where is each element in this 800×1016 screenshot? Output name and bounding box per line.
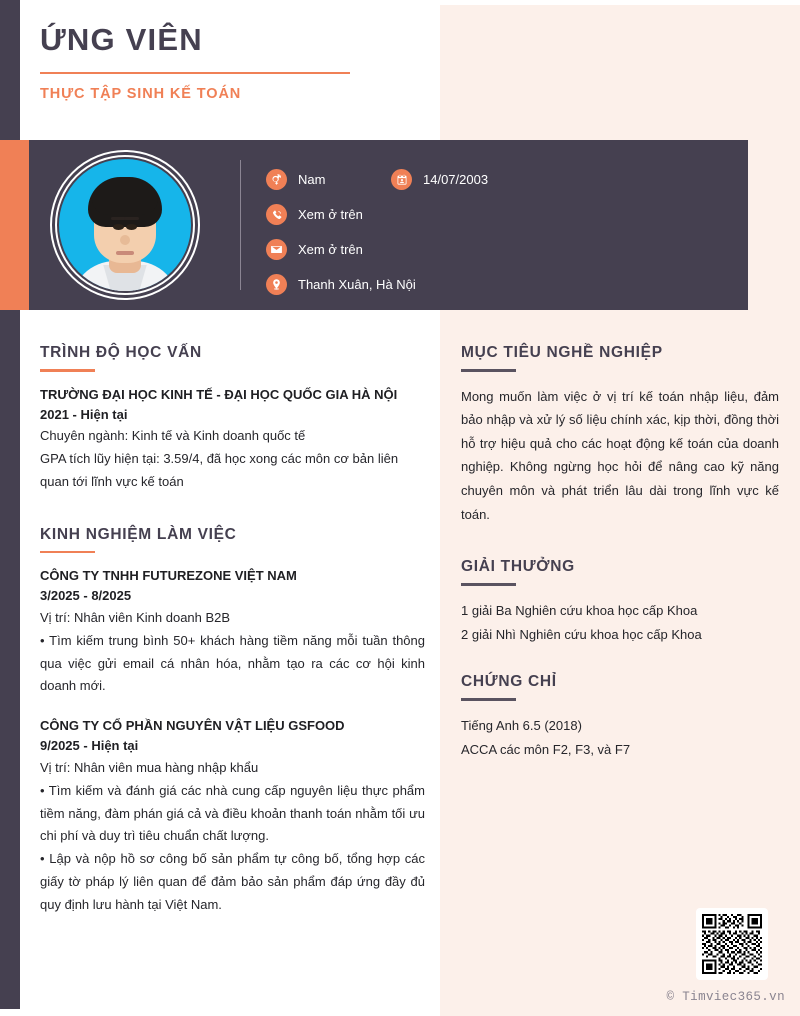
experience-company: CÔNG TY CỔ PHẦN NGUYÊN VẬT LIỆU GSFOOD — [40, 718, 345, 734]
contact-birthday — [391, 169, 488, 190]
experience-section — [40, 526, 425, 917]
section-underline — [40, 551, 95, 554]
section-underline — [461, 369, 516, 372]
candidate-name: ỨNG VIÊN — [40, 22, 203, 57]
experience-company: CÔNG TY TNHH FUTUREZONE VIỆT NAM — [40, 568, 297, 584]
education-title: TRÌNH ĐỘ HỌC VẤN — [40, 344, 202, 361]
qr-code-icon[interactable] — [696, 908, 768, 980]
experience-title: KINH NGHIỆM LÀM VIỆC — [40, 525, 237, 543]
awards-title: GIẢI THƯỞNG — [461, 558, 575, 576]
contact-address — [266, 274, 416, 295]
certificates-section — [461, 673, 779, 762]
education-section — [40, 344, 425, 494]
education-dates: 2021 - Hiện tại — [40, 406, 128, 422]
experience-item — [40, 716, 425, 916]
contact-divider — [240, 160, 241, 290]
experience-position: Vị trí: Nhân viên Kinh doanh B2B — [40, 610, 231, 626]
envelope-icon — [266, 239, 287, 260]
contact-row — [266, 232, 726, 267]
contact-row — [266, 267, 726, 302]
location-pin-icon — [266, 274, 287, 295]
right-column — [461, 344, 779, 766]
section-underline — [461, 583, 516, 586]
experience-dates: 3/2025 - 8/2025 — [40, 588, 132, 604]
section-underline — [40, 369, 95, 372]
education-major: Chuyên ngành: Kinh tế và Kinh doanh quốc tế — [40, 428, 306, 444]
contact-row — [266, 197, 726, 232]
contact-row — [266, 162, 726, 197]
phone-icon — [266, 204, 287, 225]
footer-credit: © Timviec365.vn — [666, 990, 785, 1004]
certificates-title: CHỨNG CHỈ — [461, 673, 557, 691]
objective-section — [461, 344, 779, 526]
left-orange-accent — [0, 140, 29, 310]
experience-dates: 9/2025 - Hiện tại — [40, 738, 139, 754]
experience-bullet: • Tìm kiếm trung bình 50+ khách hàng tiềm năng mỗi tuần thông qua việc gửi email cá nhân hóa, nhằm tạo ra các cơ hội kinh doanh mới. — [40, 632, 425, 694]
contact-email — [266, 239, 391, 260]
contact-details — [266, 162, 726, 302]
cv-header — [40, 22, 420, 102]
education-school: TRƯỜNG ĐẠI HỌC KINH TẾ - ĐẠI HỌC QUỐC GIA HÀ NỘI — [40, 386, 398, 402]
experience-bullet: • Lập và nộp hồ sơ công bố sản phẩm tự công bố, tổng hợp các giấy tờ pháp lý liên quan để đảm bảo sản phẩm đáp ứng đầy đủ quy định lưu hành tại Việt Nam. — [40, 851, 425, 912]
contact-gender — [266, 169, 391, 190]
header-divider — [40, 72, 350, 74]
objective-title: MỤC TIÊU NGHỀ NGHIỆP — [461, 344, 663, 361]
experience-item — [40, 566, 425, 698]
birthday-value: 14/07/2003 — [423, 172, 489, 187]
address-value: Thanh Xuân, Hà Nội — [298, 277, 416, 292]
gender-icon — [266, 169, 287, 190]
award-item: 1 giải Ba Nghiên cứu khoa học cấp Khoa — [461, 602, 698, 618]
award-item: 2 giải Nhì Nghiên cứu khoa học cấp Khoa — [461, 626, 702, 642]
contact-band — [20, 140, 748, 310]
calendar-icon — [391, 169, 412, 190]
experience-bullet: • Tìm kiếm và đánh giá các nhà cung cấp nguyên liệu thực phẩm tiềm năng, đàm phán giá cả và điều khoản thanh toán nhằm tối ưu chi phí và duy trì tiêu chuẩn chất lượng. — [40, 782, 425, 844]
phone-value: Xem ở trên — [298, 207, 363, 222]
education-gpa: GPA tích lũy hiện tại: 3.59/4, đã học xong các môn cơ bản liên quan tới lĩnh vực kế toán — [40, 451, 399, 489]
avatar-photo — [59, 159, 191, 291]
contact-phone — [266, 204, 391, 225]
gender-value: Nam — [298, 172, 326, 187]
experience-position: Vị trí: Nhân viên mua hàng nhập khẩu — [40, 760, 259, 776]
candidate-role: THỰC TẬP SINH KẾ TOÁN — [40, 85, 242, 102]
certificate-item: Tiếng Anh 6.5 (2018) — [461, 717, 582, 733]
awards-section — [461, 558, 779, 647]
certificate-item: ACCA các môn F2, F3, và F7 — [461, 741, 631, 757]
section-underline — [461, 698, 516, 701]
objective-text: Mong muốn làm việc ở vị trí kế toán nhập liệu, đảm bảo nhập và xử lý số liệu chính xác, kịp thời, đồng thời hỗ trợ hiệu quả cho các hoạt động kế toán của doanh nghiệp. Không ngừng học hỏi để nâng cao kỹ năng chuyên môn và phát triển lâu dài trong lĩnh vực kế toán. — [461, 388, 779, 522]
email-value: Xem ở trên — [298, 242, 363, 257]
avatar — [50, 150, 200, 300]
left-column — [40, 344, 425, 920]
